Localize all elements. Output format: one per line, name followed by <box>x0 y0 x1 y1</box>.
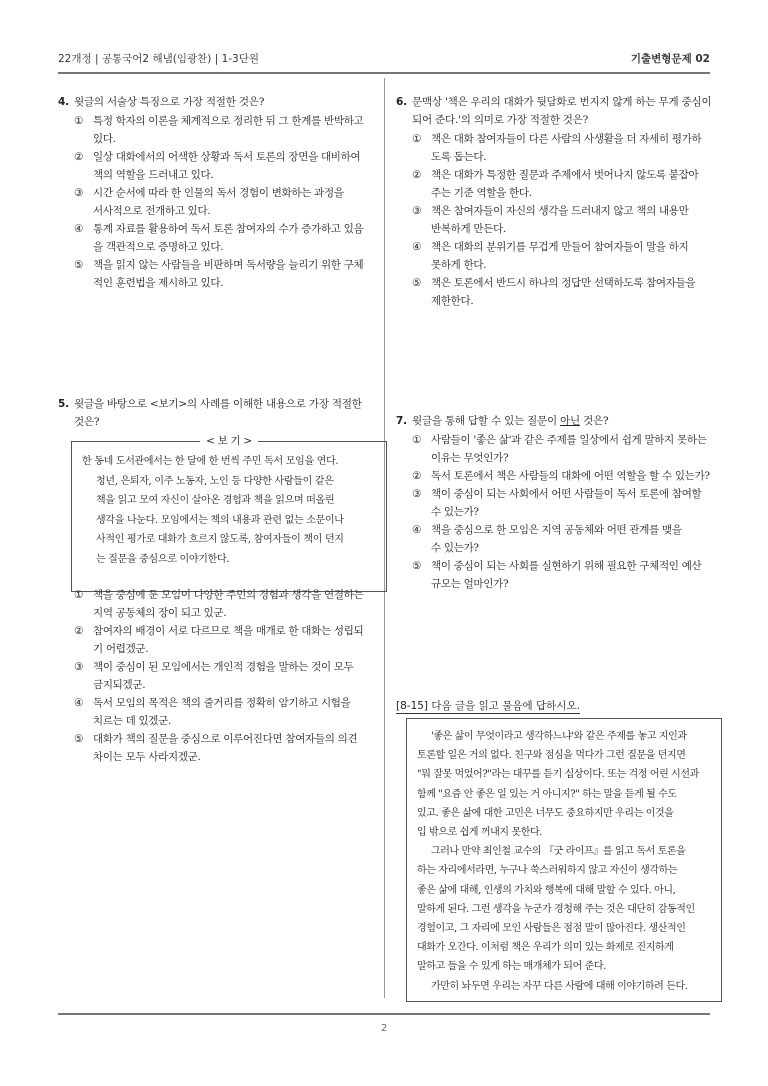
answer-choice <box>58 148 376 184</box>
example-box-text <box>82 452 378 569</box>
choice-text: 책을 중심으로 한 모임은 지역 공동체와 어떤 관계를 맺을 <box>431 524 682 536</box>
passage-line: 하는 자리에서라면, 누구나 쑥스러워하지 않고 자신이 생각하는 <box>417 865 678 877</box>
choice-text: 책이 중심이 된 모임에서는 개인적 경험을 말하는 것이 모두 <box>93 661 354 673</box>
choice-text: 책은 대화의 분위기를 무겁게 만들어 참여자들이 말을 하지 <box>431 241 689 253</box>
choice-text: 규모는 얼마인가? <box>431 578 509 590</box>
choice-text: 있다. <box>93 133 116 145</box>
choice-marker: ② <box>74 625 84 637</box>
header-doc-title: 기출변형문제 02 <box>630 53 710 65</box>
choice-list <box>58 112 376 292</box>
choice-text: 특정 학자의 이론을 체계적으로 정리한 뒤 그 한계를 반박하고 <box>93 115 364 127</box>
answer-choice <box>58 184 376 220</box>
choice-text: 책을 중심에 둔 모임이 다양한 주민의 경험과 생각을 연결하는 <box>93 589 364 601</box>
example-box-line: 한 동네 도서관에서는 한 달에 한 번씩 주민 독서 모임을 연다. <box>82 456 339 467</box>
choice-marker: ① <box>74 115 84 127</box>
question-stem: 4. 윗글의 서술상 특징으로 가장 적절한 것은? <box>58 93 376 111</box>
choice-marker: ① <box>412 133 422 145</box>
choice-marker: ④ <box>74 697 84 709</box>
example-box <box>71 435 387 592</box>
question-5-choices <box>58 585 376 766</box>
choice-text: 책이 중심이 되는 사회를 실현하기 위해 필요한 구체적인 예산 <box>431 560 702 572</box>
answer-choice <box>58 658 376 694</box>
example-box-line: 는 질문을 중심으로 이야기한다. <box>96 553 230 565</box>
choice-list <box>396 431 714 593</box>
choice-marker: ⑤ <box>412 560 422 572</box>
choice-text: 책은 토론에서 반드시 하나의 정답만 선택하도록 참여자들을 <box>431 277 696 289</box>
choice-marker: ④ <box>412 524 422 536</box>
choice-text: 시간 순서에 따라 한 인물의 독서 경험이 변화하는 과정을 <box>93 187 344 199</box>
passage-text <box>417 727 713 996</box>
choice-text: 기 어렵겠군. <box>93 643 149 655</box>
choice-marker: ⑤ <box>412 277 422 289</box>
section-range: [8-15] <box>396 700 429 712</box>
answer-choice <box>58 586 376 622</box>
choice-text: 주는 기준 역할을 한다. <box>431 187 532 199</box>
choice-marker: ① <box>74 589 84 601</box>
choice-marker: ② <box>412 470 422 482</box>
choice-text: 책은 대화 참여자들이 다른 사람의 사생활을 더 자세히 평가하 <box>431 133 702 145</box>
choice-text: 반복하게 만든다. <box>431 223 506 235</box>
emphasis-underline: 아닌 <box>560 415 580 427</box>
section-instruction: 다음 글을 읽고 물음에 답하시오. <box>431 700 580 712</box>
question-number: 5. <box>58 398 69 410</box>
choice-text: 지역 공동체의 장이 되고 있군. <box>93 607 227 619</box>
choice-marker: ② <box>74 151 84 163</box>
answer-choice <box>396 431 714 467</box>
choice-text: 수 있는가? <box>431 506 479 518</box>
passage-line: 말하고 들을 수 있게 하는 매개체가 되어 준다. <box>417 961 606 973</box>
answer-choice <box>58 694 376 730</box>
choice-text: 독서 모임의 목적은 책의 줄거리를 정확히 암기하고 시험을 <box>93 697 351 709</box>
footer-rule <box>58 1013 710 1015</box>
header-rule <box>58 72 710 74</box>
passage-line: "뭐 잘못 먹었어?"라는 대꾸를 듣기 십상이다. 또는 걱정 어린 시선과 <box>417 769 699 781</box>
answer-choice <box>396 557 714 593</box>
choice-marker: ③ <box>74 187 84 199</box>
choice-text: 책이 중심이 되는 사회에서 어떤 사람들이 독서 토론에 참여할 <box>431 488 702 500</box>
question-number: 7. <box>396 415 407 427</box>
choice-text: 대화가 책의 질문을 중심으로 이루어진다면 참여자들의 의견 <box>93 733 358 745</box>
choice-text: 독서 토론에서 책은 사람들의 대화에 어떤 역할을 할 수 있는가? <box>431 470 710 482</box>
choice-marker: ⑤ <box>74 733 84 745</box>
choice-marker: ⑤ <box>74 259 84 271</box>
choice-marker: ③ <box>412 205 422 217</box>
choice-text: 을 객관적으로 증명하고 있다. <box>93 241 224 253</box>
choice-list <box>396 130 714 310</box>
question-stem: 6. 문맥상 '책은 우리의 대화가 뒷담화로 번지지 않게 하는 무게 중심이 되어 준다.'의 의미로 가장 적절한 것은? <box>396 93 714 129</box>
choice-marker: ④ <box>412 241 422 253</box>
choice-text: 책의 역할을 드러내고 있다. <box>93 169 214 181</box>
choice-text: 금지되겠군. <box>93 679 146 691</box>
page-header <box>58 51 710 67</box>
answer-choice <box>396 130 714 166</box>
question-number: 4. <box>58 96 69 108</box>
choice-list <box>58 586 376 766</box>
choice-text: 도록 돕는다. <box>431 151 487 163</box>
passage-line: '좋은 삶이 무엇이라고 생각하느냐'와 같은 주제를 놓고 지인과 <box>431 731 687 742</box>
answer-choice <box>396 521 714 557</box>
choice-text: 치르는 데 있겠군. <box>93 715 172 727</box>
question-6 <box>396 93 714 310</box>
page-number: 2 <box>380 1023 388 1034</box>
passage-line: 대화가 오간다. 이처럼 책은 우리가 의미 있는 화제로 진지하게 <box>417 942 674 954</box>
choice-text: 못하게 한다. <box>431 259 487 271</box>
choice-marker: ④ <box>74 223 84 235</box>
choice-marker: ③ <box>412 488 422 500</box>
choice-marker: ② <box>412 169 422 181</box>
answer-choice <box>396 166 714 202</box>
passage-line: 말하게 된다. 그런 생각을 누군가 경청해 주는 것은 대단히 감동적인 <box>417 903 695 915</box>
choice-text: 서사적으로 전개하고 있다. <box>93 205 211 217</box>
passage-line: 좋은 삶에 대해, 인생의 가치와 행복에 대해 말할 수 있다. 아니, <box>417 884 676 896</box>
question-number: 6. <box>396 96 407 108</box>
choice-text: 사람들이 '좋은 삶'과 같은 주제를 일상에서 쉽게 말하지 못하는 <box>431 434 707 446</box>
answer-choice <box>396 202 714 238</box>
choice-text: 참여자의 배경이 서로 다르므로 책을 매개로 한 대화는 성립되 <box>93 625 364 637</box>
passage-line: 그러나 만약 최인철 교수의 『굿 라이프』를 읽고 독서 토론을 <box>431 846 686 858</box>
choice-text: 차이는 모두 사라지겠군. <box>93 751 201 763</box>
reading-passage <box>406 718 722 1002</box>
answer-choice <box>58 730 376 766</box>
passage-line: 입 밖으로 쉽게 꺼내지 못한다. <box>417 827 543 839</box>
answer-choice <box>58 112 376 148</box>
passage-line: 가만히 놔두면 우리는 자꾸 다른 사람에 대해 이야기하려 든다. <box>431 980 688 992</box>
answer-choice <box>58 622 376 658</box>
passage-line: 토론할 일은 거의 없다. 친구와 점심을 먹다가 그런 질문을 던지면 <box>417 750 686 762</box>
answer-choice <box>396 467 714 485</box>
passage-line: 있고. 좋은 삶에 대한 고민은 너무도 중요하지만 우리는 이것을 <box>417 807 674 819</box>
choice-text: 이유는 무엇인가? <box>431 452 509 464</box>
example-box-line: 사적인 평가로 대화가 흐르지 않도록, 참여자들이 책이 던지 <box>96 534 344 545</box>
header-course-info: 22개정 | 공통국어2 해냄(임광찬) | 1-3단원 <box>58 53 260 65</box>
choice-text: 책을 읽지 않는 사람들을 비판하며 독서량을 늘리기 위한 구체 <box>93 259 364 271</box>
answer-choice <box>396 485 714 521</box>
question-4 <box>58 93 376 292</box>
choice-text: 적인 훈련법을 제시하고 있다. <box>93 277 224 289</box>
answer-choice <box>58 220 376 256</box>
answer-choice <box>396 238 714 274</box>
choice-marker: ③ <box>74 661 84 673</box>
answer-choice <box>396 274 714 310</box>
choice-text: 통계 자료를 활용하여 독서 토론 참여자의 수가 증가하고 있음 <box>93 223 364 235</box>
choice-text: 책은 대화가 특정한 질문과 주제에서 벗어나지 않도록 붙잡아 <box>431 169 699 181</box>
question-stem: 5. 윗글을 바탕으로 <보기>의 사례를 이해한 내용으로 가장 적절한 것은? <box>58 395 376 431</box>
question-stem: 7. 윗글을 통해 답할 수 있는 질문이 아닌 것은? <box>396 412 714 430</box>
choice-text: 일상 대화에서의 어색한 상황과 독서 토론의 장면을 대비하여 <box>93 151 361 163</box>
choice-text: 책은 참여자들이 자신의 생각을 드러내지 않고 책의 내용만 <box>431 205 689 217</box>
example-box-line: 책을 읽고 모여 자신이 살아온 경험과 책을 읽으며 떠올린 <box>96 495 335 506</box>
example-box-line: 생각을 나눈다. 모임에서는 책의 내용과 관련 없는 소문이나 <box>96 514 344 526</box>
question-5 <box>58 395 376 431</box>
passage-line: 경험이고, 그 자리에 모인 사람들은 점점 말이 많아진다. 생산적인 <box>417 923 686 935</box>
passage-line: 함께 "요즘 안 좋은 일 있는 거 아니지?" 하는 말을 듣게 될 수도 <box>417 788 677 800</box>
example-box-line: 청년, 은퇴자, 이주 노동자, 노인 등 다양한 사람들이 같은 <box>96 475 334 487</box>
question-7 <box>396 412 714 593</box>
section-heading <box>396 698 580 713</box>
answer-choice <box>58 256 376 292</box>
example-box-title: < 보 기 > <box>72 432 386 452</box>
choice-text: 제한한다. <box>431 295 474 307</box>
choice-text: 수 있는가? <box>431 542 479 554</box>
choice-marker: ① <box>412 434 422 446</box>
